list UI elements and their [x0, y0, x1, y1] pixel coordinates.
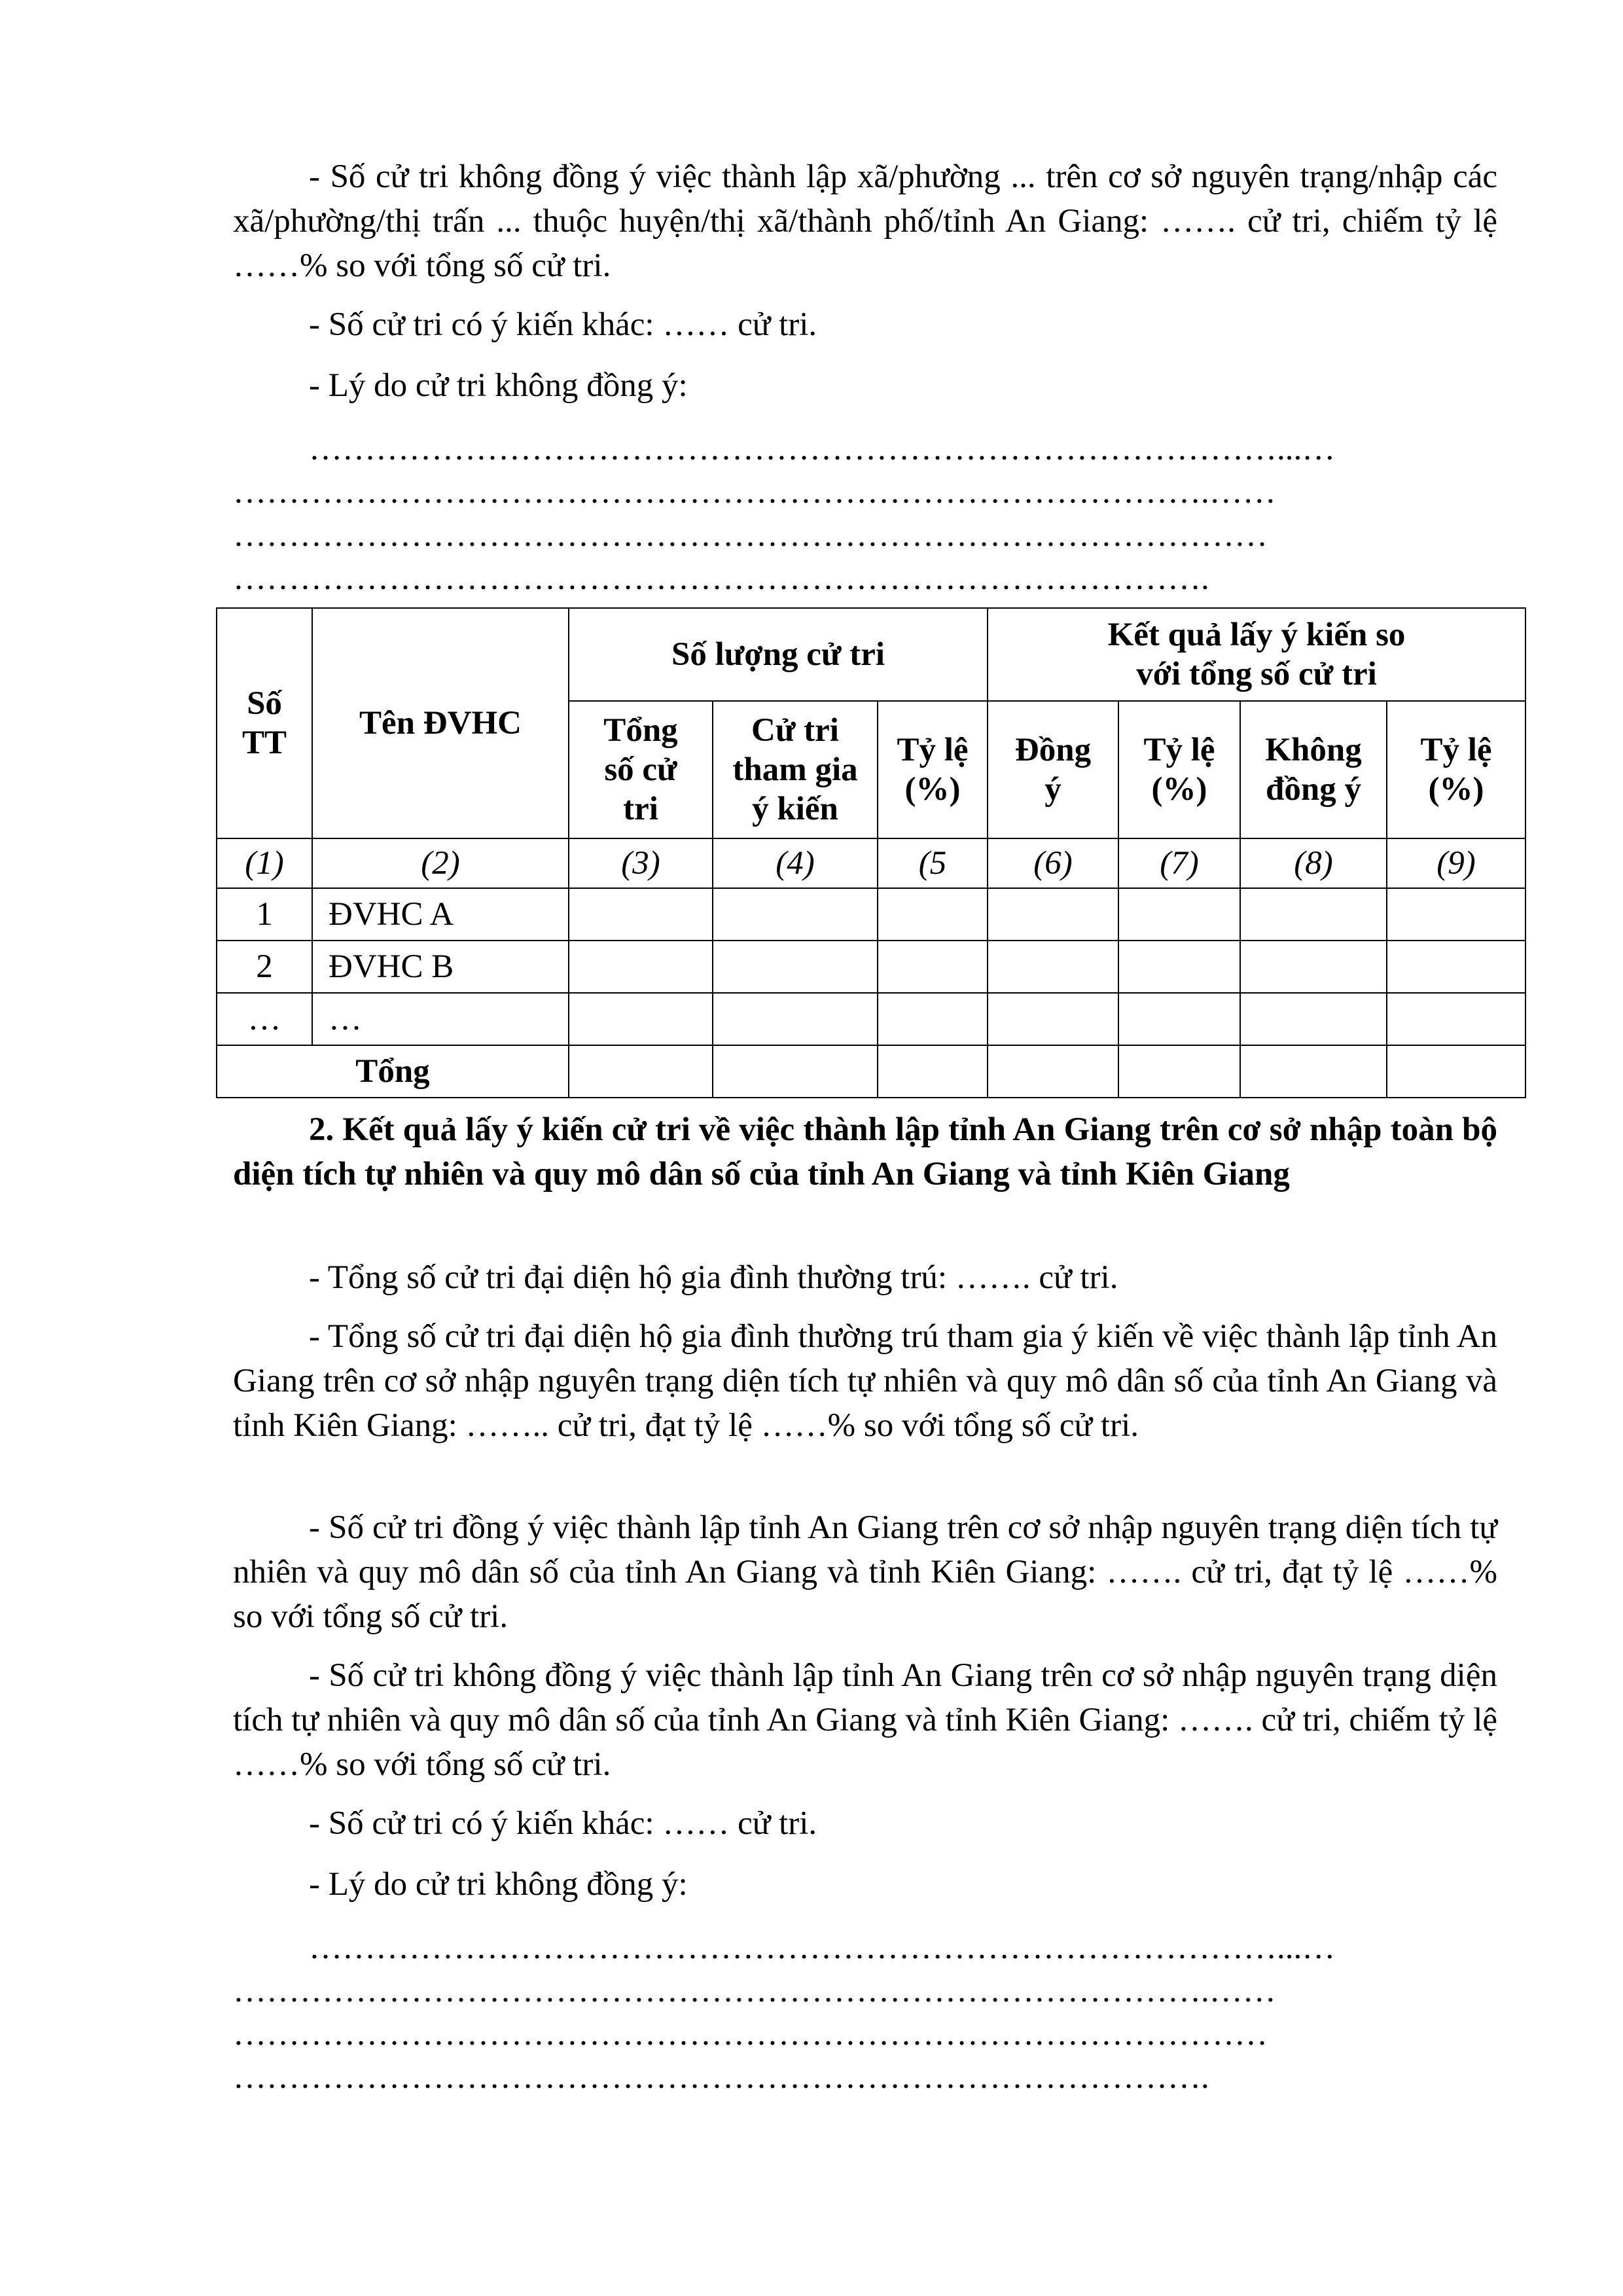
table-cell	[713, 1045, 878, 1098]
paragraph-reason-label: - Lý do cử tri không đồng ý:	[309, 367, 688, 404]
table-cell	[988, 993, 1118, 1045]
column-number: (3)	[569, 838, 713, 888]
table-cell	[988, 1045, 1118, 1098]
row-name: ĐVHC A	[312, 888, 569, 941]
table-cell	[1118, 941, 1240, 993]
reason-dot-line: …………………………………………………………………………….……	[233, 474, 1276, 511]
table-cell	[988, 888, 1118, 941]
reason-dot-line: …………………………………………………………………………….……	[233, 1973, 1276, 2009]
table-cell	[569, 1045, 713, 1098]
column-number: (6)	[988, 838, 1118, 888]
reason-dot-line: …………………………………………………………………………………	[233, 517, 1268, 554]
table-cell	[1118, 993, 1240, 1045]
header-ty-le: Tỷ lệ (%)	[878, 701, 988, 838]
table-row	[217, 888, 1525, 941]
table-row	[217, 993, 1525, 1045]
table-cell	[878, 1045, 988, 1098]
header-ty-le: Tỷ lệ (%)	[1387, 701, 1525, 838]
table-cell	[1240, 993, 1387, 1045]
column-number: (8)	[1240, 838, 1387, 888]
voter-results-table	[216, 607, 1526, 1098]
table-cell	[569, 888, 713, 941]
column-number: (5	[878, 838, 988, 888]
header-tong-so-cu-tri: Tổng số cử tri	[569, 701, 713, 838]
reason-dot-line: …………………………………………………………………………………	[233, 2016, 1268, 2053]
table-cell	[878, 941, 988, 993]
column-number: (1)	[217, 838, 312, 888]
row-name: ĐVHC B	[312, 941, 569, 993]
header-ten-dvhc: Tên ĐVHC	[312, 608, 569, 838]
column-number: (2)	[312, 838, 569, 888]
header-cu-tri-tham-gia: Cử tri tham gia ý kiến	[713, 701, 878, 838]
table-cell	[569, 993, 713, 1045]
table-cell	[713, 941, 878, 993]
table-cell	[988, 941, 1118, 993]
table-cell	[878, 888, 988, 941]
total-row	[217, 1045, 1525, 1098]
row-stt: 1	[217, 888, 312, 941]
table-row	[217, 941, 1525, 993]
reason-dot-line: …………………………………………………………………………….	[233, 2059, 1209, 2096]
row-stt: 2	[217, 941, 312, 993]
header-khong-dong-y: Không đồng ý	[1240, 701, 1387, 838]
paragraph-total-voters: - Tổng số cử tri đại diện hộ gia đình thường trú: ……. cử tri.	[309, 1259, 1118, 1296]
column-number: (7)	[1118, 838, 1240, 888]
table-cell	[569, 941, 713, 993]
paragraph-disagree-count: - Số cử tri không đồng ý việc thành lập xã/phường ... trên cơ sở nguyên trạng/nhập các xã/phường/thị trấn ... thuộc huyện/thị xã/thành phố/tỉnh An Giang: ……. cử tri, chiếm tỷ lệ ……% so với tổng số cử tri.	[233, 158, 1497, 284]
section-heading: 2. Kết quả lấy ý kiến cử tri về việc thành lập tỉnh An Giang trên cơ sở nhập toàn bộ diện tích tự nhiên và quy mô dân số của tỉnh An Giang và tỉnh Kiên Giang	[233, 1111, 1497, 1193]
header-so-luong-cu-tri: Số lượng cử tri	[569, 608, 988, 701]
paragraph-other-opinion: - Số cử tri có ý kiến khác: …… cử tri.	[309, 1805, 817, 1842]
table-cell	[1387, 1045, 1525, 1098]
row-stt: …	[217, 993, 312, 1045]
header-stt: Số TT	[217, 608, 312, 838]
paragraph-disagree-count: - Số cử tri không đồng ý việc thành lập tỉnh An Giang trên cơ sở nhập nguyên trạng diện tích tự nhiên và quy mô dân số của tỉnh An Giang và tỉnh Kiên Giang: ……. cử tri, chiếm tỷ lệ ……% so với tổng số cử tri.	[233, 1657, 1497, 1783]
reason-dot-line: …………………………………………………………………………….	[233, 560, 1209, 597]
table-cell	[1387, 993, 1525, 1045]
table-cell	[1240, 1045, 1387, 1098]
paragraph-reason-label: - Lý do cử tri không đồng ý:	[309, 1866, 688, 1903]
column-number: (4)	[713, 838, 878, 888]
paragraph-participating-voters: - Tổng số cử tri đại diện hộ gia đình thường trú tham gia ý kiến về việc thành lập tỉnh An Giang trên cơ sở nhập nguyên trạng diện tích tự nhiên và quy mô dân số của tỉnh An Giang và tỉnh Kiên Giang: …….. cử tri, đạt tỷ lệ ……% so với tổng số cử tri.	[233, 1318, 1497, 1444]
paragraph-agree-count: - Số cử tri đồng ý việc thành lập tỉnh An Giang trên cơ sở nhập nguyên trạng diện tích tự nhiên và quy mô dân số của tỉnh An Giang và tỉnh Kiên Giang: ……. cử tri, đạt tỷ lệ ……% so với tổng số cử tri.	[233, 1509, 1497, 1635]
reason-dot-line: ……………………………………………………………………………...…	[309, 431, 1336, 467]
table-cell	[1240, 941, 1387, 993]
header-ty-le: Tỷ lệ (%)	[1118, 701, 1240, 838]
reason-dot-line: ……………………………………………………………………………...…	[309, 1929, 1336, 1966]
table-cell	[1118, 888, 1240, 941]
header-dong-y: Đồng ý	[988, 701, 1118, 838]
table-cell	[1118, 1045, 1240, 1098]
table-cell	[713, 993, 878, 1045]
total-label: Tổng	[217, 1045, 569, 1098]
table-cell	[1387, 888, 1525, 941]
row-name: …	[312, 993, 569, 1045]
table-cell	[1387, 941, 1525, 993]
paragraph-other-opinion: - Số cử tri có ý kiến khác: …… cử tri.	[309, 306, 817, 343]
table-cell	[878, 993, 988, 1045]
table-cell	[713, 888, 878, 941]
column-number: (9)	[1387, 838, 1525, 888]
table-cell	[1240, 888, 1387, 941]
header-ket-qua: Kết quả lấy ý kiến so với tổng số cử tri	[988, 608, 1525, 701]
